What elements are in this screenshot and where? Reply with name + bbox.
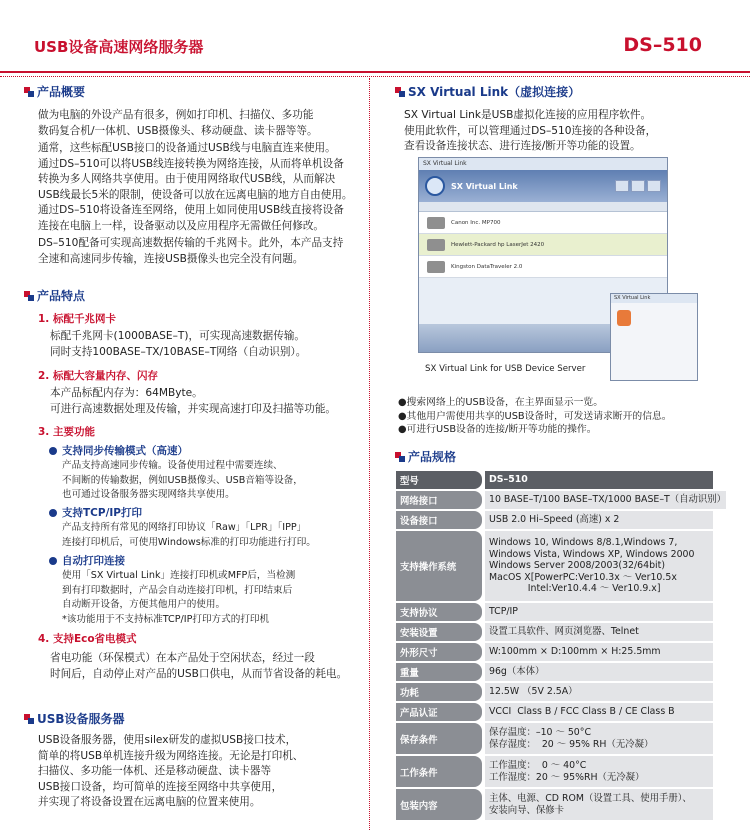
text-line: DS–510配备可实现高速数据传输的千兆网卡。此外，本产品支持 (38, 237, 344, 249)
bullet-line: ●其他用户需使用共享的USB设备时，可发送请求断开的信息。 (398, 410, 672, 422)
section-marker-icon (395, 87, 405, 97)
section-marker-icon (24, 714, 34, 724)
text-line: 通常，这些标配USB接口的设备通过USB线与电脑直连来使用。 (38, 142, 336, 154)
screenshot-app-header (419, 170, 667, 202)
text-line: 并实现了将设备设置在远离电脑的位置来使用。 (38, 796, 261, 808)
feature-1-text (50, 329, 306, 360)
printer-icon (427, 217, 445, 229)
text-line: 使用「SX Virtual Link」连接打印机或MFP后，当检测 (62, 570, 296, 581)
spec-key: 包装内容 (396, 789, 482, 820)
screenshot-app-title: SX Virtual Link (451, 181, 518, 191)
spec-row-setup (396, 623, 713, 641)
spec-row-package (396, 789, 713, 820)
feature-3-bullet-2 (49, 505, 142, 520)
text-line: 同时支持100BASE–TX/10BASE–T网络（自动识别）。 (50, 345, 307, 358)
text-line: 标配千兆网卡(1000BASE–T)，可实现高速数据传输。 (50, 330, 306, 342)
feature-2-title: 2. 标配大容量内存、闪存 (38, 370, 158, 382)
text-line: 也可通过设备服务器实现网络共享使用。 (62, 489, 235, 500)
spec-row-weight (396, 663, 713, 681)
overview-paragraph-3 (38, 236, 343, 267)
spec-key: 重量 (396, 663, 482, 681)
model-number: DS–510 (623, 34, 702, 56)
spec-value: Windows 10, Windows 8/8.1,Windows 7, Windows Vista, Windows XP, Windows 2000 Windows Server 2008/2003(32/64bit) MacOS X[PowerPC:Ver10.3x ～ Ver10.5x Intel:Ver10.4.4 ～ Ver10.9.x] (485, 531, 713, 601)
feature-4-text (50, 651, 347, 682)
overview-paragraph-2 (38, 141, 353, 234)
spec-key: 安装设置 (396, 623, 482, 641)
feature-3-bullet-1-text (62, 459, 303, 503)
text-line: 可进行高速数据处理及传输，并实现高速打印及扫描等功能。 (50, 402, 337, 415)
spec-row-operating (396, 756, 713, 787)
user-avatar-icon (617, 310, 631, 326)
text-line: 本产品标配内存为：64MByte。 (50, 387, 203, 399)
text-line: 使用此软件，可以管理通过DS–510连接的各种设备， (404, 124, 657, 137)
text-line: 全速和高速同步传输，连接USB摄像头也完全没有问题。 (38, 252, 304, 265)
spec-key: 网络接口 (396, 491, 482, 509)
overview-heading (24, 83, 85, 100)
screenshot-column-header (419, 202, 667, 212)
sx-logo-icon (425, 176, 445, 196)
feature-1-title: 1. 标配千兆网卡 (38, 313, 116, 325)
text-line: 扫描仪、多功能一体机、还是移动硬盘、读卡器等 (38, 765, 272, 777)
text-line: 转换为多人网络共享使用。由于使用网络取代USB线，从而解决 (38, 173, 336, 185)
text-line: SX Virtual Link是USB虚拟化连接的应用程序软件。 (404, 109, 652, 121)
spec-row-certification (396, 703, 713, 721)
device-name: Kingston DataTraveler 2.0 (451, 263, 523, 270)
spec-value: 保存温度：–10 ～ 50°C 保存湿度： 20 ～ 95% RH（无冷凝） (485, 723, 713, 754)
settings-icon (631, 180, 645, 192)
screenshot-window-bar: SX Virtual Link (419, 158, 667, 170)
text-line: 时间后，自动停止对产品的USB口供电，从而节省设备的耗电。 (50, 667, 348, 680)
text-line: 连接在电脑上一样，设备驱动以及应用程序无需做任何修改。 (38, 219, 325, 232)
bullet-dot-icon (49, 509, 57, 517)
spec-key: 功耗 (396, 683, 482, 701)
spec-row-os (396, 531, 713, 601)
sxvl-bullets (398, 396, 672, 437)
bullet-dot-icon (49, 557, 57, 565)
text-line: 自动断开设备，方便其他用户的使用。 (62, 599, 226, 610)
spec-row-model (396, 471, 713, 489)
spec-value: 工作温度： 0 ～ 40°C 工作湿度：20 ～ 95%RH（无冷凝） (485, 756, 713, 787)
text-line: 简单的将USB单机连接升级为网络连接。无论是打印机、 (38, 749, 304, 762)
bullet-line: ●可进行USB设备的连接/断开等功能的操作。 (398, 424, 597, 435)
device-row (419, 256, 667, 278)
spec-key: 保存条件 (396, 723, 482, 754)
help-icon (647, 180, 661, 192)
feature-3-title: 3. 主要功能 (38, 426, 95, 438)
feature-4-title: 4. 支持Eco省电模式 (38, 633, 137, 645)
spec-key: 型号 (396, 471, 482, 489)
bullet-line: ●搜索网络上的USB设备，在主界面显示一览。 (398, 397, 604, 408)
spec-key: 外形尺寸 (396, 643, 482, 661)
device-row (419, 234, 667, 256)
sxvl-heading-text: SX Virtual Link（虚拟连接） (408, 85, 581, 99)
spec-row-network (396, 491, 727, 509)
page-header (0, 0, 750, 72)
section-marker-icon (395, 452, 405, 462)
text-line: USB线最长5米的限制，使设备可以放在远离电脑的地方自由使用。 (38, 188, 353, 201)
sxvl-popup (610, 293, 698, 381)
dotted-rule (0, 76, 750, 77)
text-line: 数码复合机/一体机、USB摄像头、移动硬盘、读卡器等等。 (38, 124, 318, 137)
specs-heading (395, 448, 456, 465)
usb-server-heading-text: USB设备服务器 (37, 712, 125, 726)
bullet-title: 支持TCP/IP打印 (62, 507, 143, 519)
spec-row-device-interface (396, 511, 713, 529)
bullet-title: 支持同步传输模式（高速） (62, 445, 188, 457)
spec-value: 10 BASE–T/100 BASE–TX/1000 BASE–T（自动识别） (485, 491, 726, 509)
text-line: 产品支持高速同步传输。设备使用过程中需要连续、 (62, 460, 283, 471)
device-row (419, 212, 667, 234)
device-name: Hewlett-Packard hp LaserJet 2420 (451, 241, 545, 248)
text-line: USB设备服务器，使用silex研发的虚拟USB接口技术， (38, 734, 297, 746)
overview-heading-text: 产品概要 (37, 85, 86, 99)
page-title: USB设备高速网络服务器 (34, 38, 204, 56)
spec-row-protocol (396, 603, 713, 621)
features-heading-text: 产品特点 (37, 289, 86, 303)
bullet-title: 自动打印连接 (62, 555, 125, 567)
screenshot-toolbar (615, 180, 661, 192)
feature-3-bullet-1 (49, 443, 188, 458)
spec-value: VCCI Class B / FCC Class B / CE Class B (485, 703, 713, 721)
specs-heading-text: 产品规格 (408, 450, 457, 464)
spec-value: 96g（本体） (485, 663, 713, 681)
screenshot-caption: SX Virtual Link for USB Device Server (425, 364, 586, 374)
spec-key: 设备接口 (396, 511, 482, 529)
section-marker-icon (24, 87, 34, 97)
sxvl-heading (395, 83, 580, 100)
spec-value: DS–510 (485, 471, 713, 489)
text-line: 省电功能（环保模式）在本产品处于空闲状态，经过一段 (50, 652, 315, 664)
text-line: *该功能用于不支持标准TCP/IP打印方式的打印机 (62, 613, 270, 625)
feature-3-bullet-3-text (62, 569, 295, 627)
spec-table (396, 471, 727, 822)
text-line: 连接打印机后，可使用Windows标准的打印功能进行打印。 (62, 536, 316, 548)
spec-key: 支持操作系统 (396, 531, 482, 601)
popup-title-bar: SX Virtual Link (611, 294, 697, 303)
spec-value: USB 2.0 Hi–Speed (高速) x 2 (485, 511, 713, 529)
feature-3-bullet-2-text (62, 521, 316, 550)
spec-value: 12.5W （5V 2.5A） (485, 683, 713, 701)
text-line: 通过DS–510将设备连至网络，使用上如同使用USB线直接将设备 (38, 204, 344, 216)
sxvl-text (404, 108, 656, 155)
text-line: 查看设备连接状态、进行连接/断开等功能的设置。 (404, 140, 641, 152)
text-line: 到有打印数据时，产品会自动连接打印机，打印结束后 (62, 584, 293, 596)
spec-value: TCP/IP (485, 603, 713, 621)
refresh-icon (615, 180, 629, 192)
printer-icon (427, 239, 445, 251)
text-line: 通过DS–510可以将USB线连接转换为网络连接，从而将单机设备 (38, 157, 344, 170)
spec-value: 主体、电源、CD ROM（设置工具、使用手册）、 安装向导、保修卡 (485, 789, 713, 820)
text-line: USB接口设备，均可简单的连接至网络中共享使用， (38, 780, 283, 793)
usb-drive-icon (427, 261, 445, 273)
feature-3-bullet-3 (49, 553, 125, 568)
usb-server-heading (24, 710, 125, 727)
header-rule (0, 71, 750, 73)
spec-value: 设置工具软件、网页浏览器、Telnet (485, 623, 713, 641)
spec-row-power (396, 683, 713, 701)
feature-2-text (50, 386, 336, 417)
spec-key: 支持协议 (396, 603, 482, 621)
spec-key: 工作条件 (396, 756, 482, 787)
overview-paragraph-1 (38, 108, 318, 139)
section-marker-icon (24, 291, 34, 301)
device-name: Canon Inc. MP700 (451, 219, 501, 226)
text-line: 做为电脑的外设产品有很多，例如打印机、扫描仪、多功能 (38, 109, 314, 121)
spec-key: 产品认证 (396, 703, 482, 721)
features-heading (24, 287, 85, 304)
text-line: 不间断的传输数据，例如USB摄像头、USB音箱等设备， (62, 474, 303, 486)
column-divider (369, 78, 370, 830)
text-line: 产品支持所有常见的网络打印协议「Raw」「LPR」「IPP」 (62, 522, 307, 533)
spec-value: W:100mm × D:100mm × H:25.5mm (485, 643, 713, 661)
spec-row-storage (396, 723, 713, 754)
bullet-dot-icon (49, 447, 57, 455)
usb-server-text (38, 733, 303, 811)
spec-row-dimensions (396, 643, 713, 661)
